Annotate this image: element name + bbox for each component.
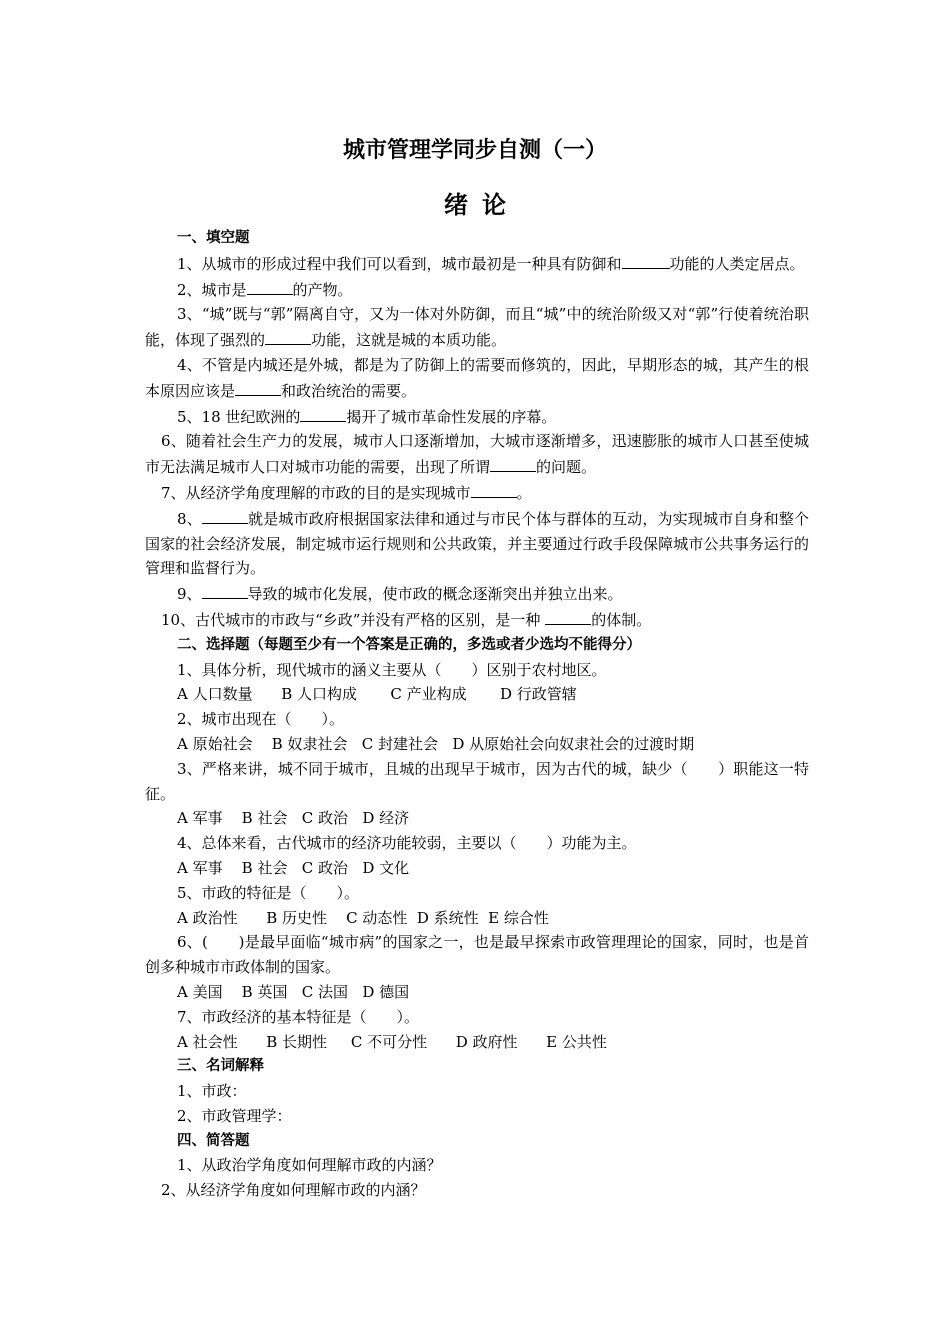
section-heading-fill: 一、填空题 xyxy=(177,230,250,246)
section-heading-short: 四、简答题 xyxy=(177,1132,250,1149)
term-question-1: 1、市政： xyxy=(177,1082,247,1101)
answer-blank xyxy=(247,277,293,295)
answer-blank xyxy=(490,454,536,472)
choice-question-2: 2、城市出现在（ ）。 xyxy=(177,710,345,729)
choice-options-6: A 美国 B 英国 C 法国 D 德国 xyxy=(177,982,410,1001)
fill-question-5: 5、18 世纪欧洲的 揭开了城市革命性发展的序幕。 xyxy=(145,404,809,430)
short-question-1: 1、从政治学角度如何理解市政的内涵？ xyxy=(177,1156,442,1175)
choice-question-6: 6、( )是最早面临“城市病”的国家之一，也是最早探索市政管理理论的国家，同时，也是首创多种城市市政体制的国家。 xyxy=(145,933,809,977)
answer-blank xyxy=(471,480,517,498)
choice-question-3: 3、严格来讲，城不同于城市，且城的出现早于城市，因为古代的城，缺少（ ）职能这一特征。 xyxy=(145,759,809,803)
fill-question-4: 4、不管是内城还是外城，都是为了防御上的需要而修筑的，因此，早期形态的城，其产生的根本原因应该是 和政治统治的需要。 xyxy=(145,355,809,400)
answer-blank xyxy=(235,378,281,396)
fill-question-10: 10、古代城市的市政与“乡政”并没有严格的区别，是一种 的体制。 xyxy=(145,607,809,633)
section-heading-terms: 三、名词解释 xyxy=(177,1058,264,1075)
answer-blank xyxy=(202,506,248,524)
choice-question-7: 7、市政经济的基本特征是（ ）。 xyxy=(177,1007,420,1026)
fill-question-3: 3、“城”既与“郭”隔离自守，又为一体对外防御，而且“城”中的统治阶级又对“郭”行使着统治职能，体现了强烈的 功能，这就是城的本质功能。 xyxy=(145,305,809,350)
choice-options-4: A 军事 B 社会 C 政治 D 文化 xyxy=(177,858,410,877)
answer-blank xyxy=(202,581,248,599)
choice-options-1: A 人口数量 B 人口构成 C 产业构成 D 行政管辖 xyxy=(177,685,577,704)
choice-question-1: 1、具体分析，现代城市的涵义主要从（ ）区别于农村地区。 xyxy=(177,660,607,679)
page-subtitle: 绪论 xyxy=(444,191,520,219)
answer-blank xyxy=(622,251,670,269)
fill-question-6: 6、随着社会生产力的发展，城市人口逐渐增加，大城市逐渐增多，迅速膨胀的城市人口甚至使城市无法满足城市人口对城市功能的需要，出现了所谓 的问题。 xyxy=(145,432,809,477)
fill-question-2: 2、城市是 的产物。 xyxy=(145,277,809,303)
page-title: 城市管理学同步自测（一） xyxy=(342,138,607,163)
short-question-2: 2、从经济学角度如何理解市政的内涵？ xyxy=(161,1181,426,1200)
answer-blank xyxy=(265,327,311,345)
choice-options-2: A 原始社会 B 奴隶社会 C 封建社会 D 从原始社会向奴隶社会的过渡时期 xyxy=(177,734,695,753)
choice-options-5: A 政治性 B 历史性 C 动态性 D 系统性 E 综合性 xyxy=(177,908,549,927)
choice-question-4: 4、总体来看，古代城市的经济功能较弱，主要以（ ）功能为主。 xyxy=(177,834,637,853)
fill-question-1: 1、从城市的形成过程中我们可以看到，城市最初是一种具有防御和 功能的人类定居点。 xyxy=(145,251,809,277)
fill-question-9: 9、 导致的城市化发展，使市政的概念逐渐突出并独立出来。 xyxy=(145,581,809,607)
choice-options-7: A 社会性 B 长期性 C 不可分性 D 政府性 E 公共性 xyxy=(177,1032,607,1051)
document-body xyxy=(145,226,809,1203)
choice-options-3: A 军事 B 社会 C 政治 D 经济 xyxy=(177,809,410,828)
fill-question-8: 8、 就是城市政府根据国家法律和通过与市民个体与群体的互动，为实现城市自身和整个国家的社会经济发展，制定城市运行规则和公共政策，并主要通过行政手段保障城市公共事务运行的管理和监督行为。 xyxy=(145,506,809,581)
section-heading-choice: 二、选择题（每题至少有一个答案是正确的，多选或者少选均不能得分） xyxy=(177,636,641,653)
term-question-2: 2、市政管理学： xyxy=(177,1106,292,1125)
fill-question-7: 7、从经济学角度理解的市政的目的是实现城市 。 xyxy=(145,480,809,506)
answer-blank xyxy=(300,404,346,422)
choice-question-5: 5、市政的特征是（ ）。 xyxy=(177,883,360,902)
answer-blank xyxy=(545,607,591,625)
